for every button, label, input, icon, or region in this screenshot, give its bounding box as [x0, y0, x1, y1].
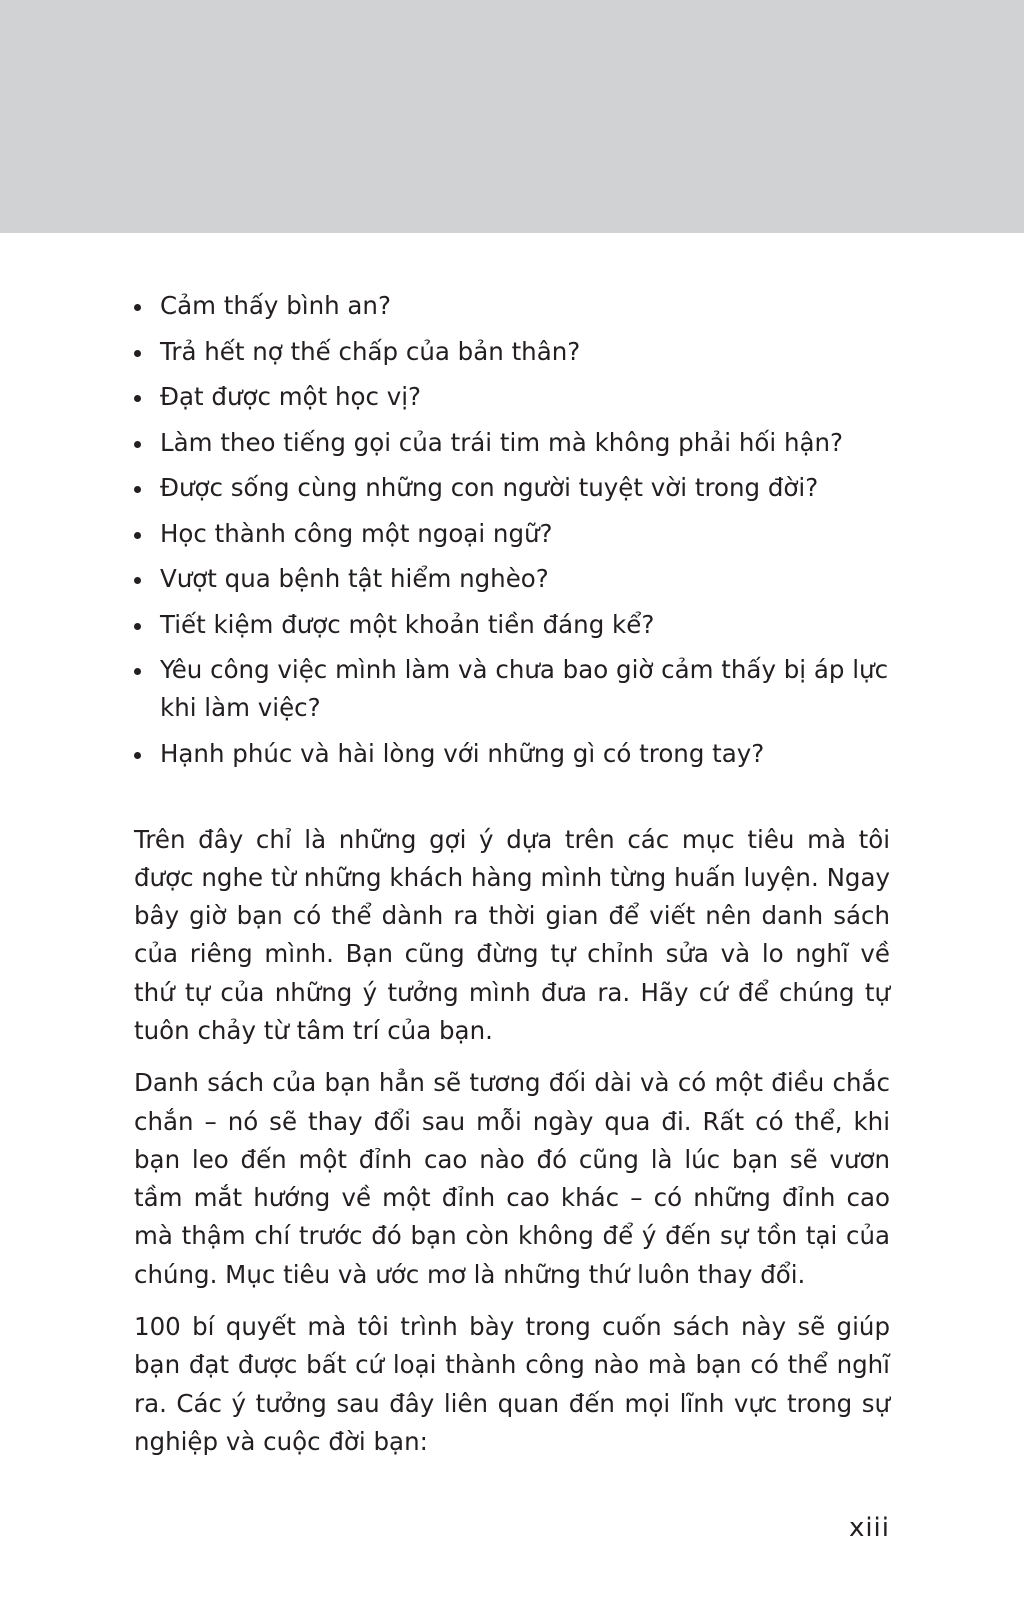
- list-item: Trả hết nợ thế chấp của bản thân?: [134, 333, 890, 371]
- list-item: Vượt qua bệnh tật hiểm nghèo?: [134, 560, 890, 598]
- list-item: Được sống cùng những con người tuyệt vời trong đời?: [134, 469, 890, 507]
- page-number: xiii: [848, 1513, 890, 1543]
- paragraph-secrets-intro: 100 bí quyết mà tôi trình bày trong cuốn sách này sẽ giúp bạn đạt được bất cứ loại thành công nào mà bạn có thể nghĩ ra. Các ý tưởng sau đây liên quan đến mọi lĩnh vực trong sự nghiệp và cuộc đời bạn:: [134, 1312, 890, 1456]
- paragraph-suggestions: Trên đây chỉ là những gợi ý dựa trên các mục tiêu mà tôi được nghe từ những khách hàng mình từng huấn luyện. Ngay bây giờ bạn có thể dành ra thời gian để viết nên danh sách của riêng mình. Bạn cũng đừng tự chỉnh sửa và lo nghĩ về thứ tự của những ý tưởng mình đưa ra. Hãy cứ để chúng tự tuôn chảy từ tâm trí của bạn.: [134, 824, 890, 1045]
- list-item: Tiết kiệm được một khoản tiền đáng kể?: [134, 606, 890, 644]
- list-item: Làm theo tiếng gọi của trái tim mà không phải hối hận?: [134, 424, 890, 462]
- list-item: Cảm thấy bình an?: [134, 287, 890, 325]
- header-band: [0, 0, 1024, 233]
- question-list: [134, 287, 890, 773]
- paragraph-changing-goals: Danh sách của bạn hẳn sẽ tương đối dài và có một điều chắc chắn – nó sẽ thay đổi sau mỗi ngày qua đi. Rất có thể, khi bạn leo đến một đỉnh cao nào đó cũng là lúc bạn sẽ vươn tầm mắt hướng về một đỉnh cao khác – có những đỉnh cao mà thậm chí trước đó bạn còn không để ý đến sự tồn tại của chúng. Mục tiêu và ước mơ là những thứ luôn thay đổi.: [134, 1068, 890, 1289]
- page-body: [134, 287, 890, 1461]
- list-item: Hạnh phúc và hài lòng với những gì có trong tay?: [134, 735, 890, 773]
- list-item: Học thành công một ngoại ngữ?: [134, 515, 890, 553]
- list-item: Đạt được một học vị?: [134, 378, 890, 416]
- list-item: Yêu công việc mình làm và chưa bao giờ cảm thấy bị áp lực khi làm việc?: [134, 651, 890, 727]
